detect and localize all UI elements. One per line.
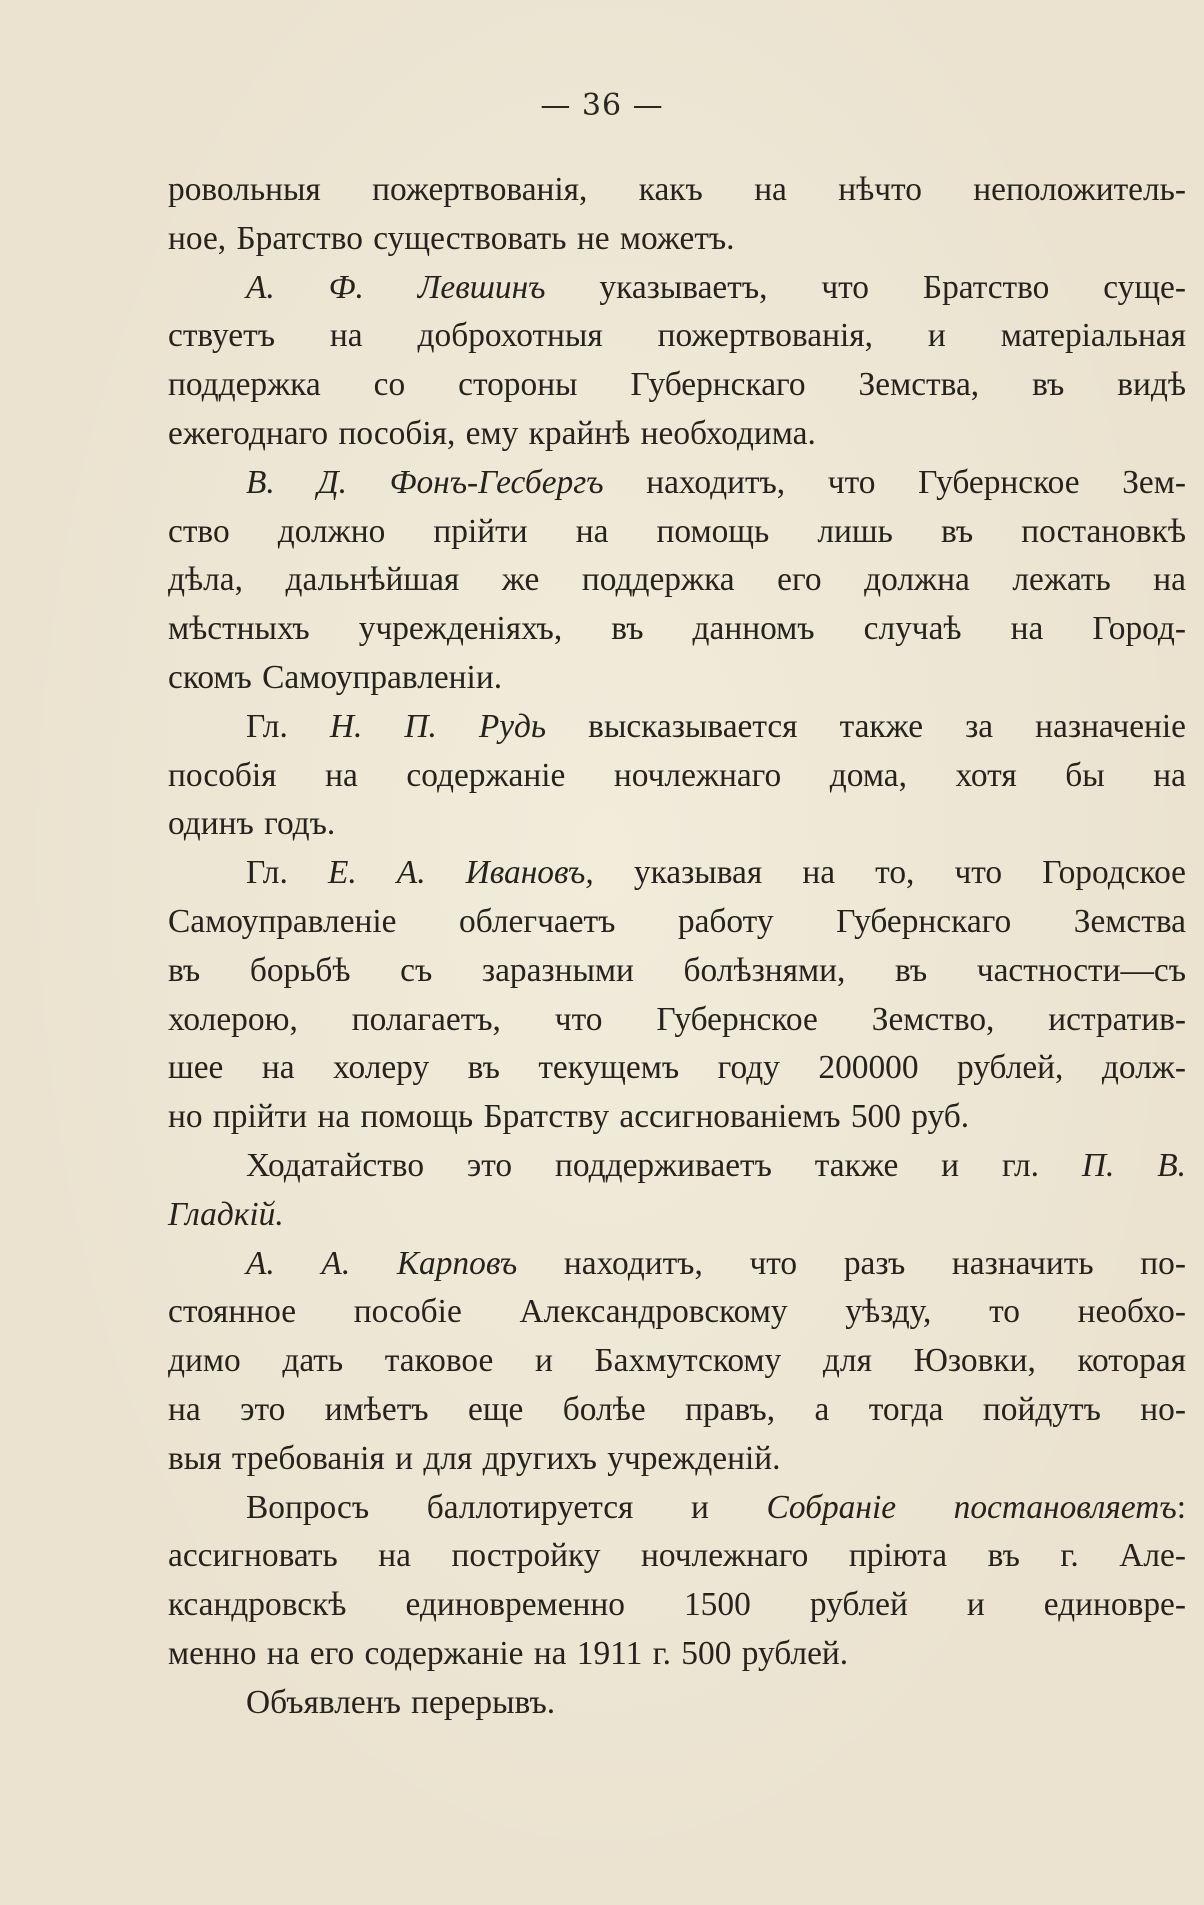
text-line: [168, 459, 1186, 508]
speaker-name: А. Ф. Левшинъ: [246, 268, 546, 306]
text-line: [168, 849, 1186, 898]
text-line: менно на его содержаніе на 1911 г. 500 рублей.: [168, 1634, 849, 1672]
text-line: ежегоднаго пособія, ему крайнѣ необходима.: [168, 414, 816, 452]
text-line: димо дать таковое и Бахмутскому для Юзовки, которая: [168, 1342, 1186, 1380]
text-line: ксандровскѣ единовременно 1500 рублей и единовре-: [168, 1586, 1186, 1624]
page-number: — 36 —: [540, 88, 664, 123]
text-line: выя требованія и для другихъ учрежденій.: [168, 1439, 781, 1477]
text-line: шее на холеру въ текущемъ году 200000 рублей, долж-: [168, 1049, 1186, 1087]
text-segment: Гл.: [246, 707, 330, 745]
paragraph: [168, 166, 1186, 264]
text-line: ровольныя пожертвованія, какъ на нѣчто неположитель-: [168, 171, 1186, 208]
text-line: Объявленъ перерывъ.: [246, 1683, 556, 1721]
speaker-name: Гладкій.: [168, 1195, 284, 1233]
text-line: пособія на содержаніе ночлежнаго дома, хотя бы на: [168, 756, 1186, 794]
text-line: холерою, полагаетъ, что Губернское Земство, истратив-: [168, 1000, 1186, 1038]
text-line: [168, 1484, 1186, 1533]
paragraph: [168, 1484, 1186, 1679]
text-line: но прійти на помощь Братству ассигнованіемъ 500 руб.: [168, 1098, 970, 1136]
paragraph: [168, 264, 1186, 459]
text-segment: Ходатайство это поддерживаетъ также и гл.: [246, 1146, 1082, 1184]
text-line: мѣстныхъ учрежденіяхъ, въ данномъ случаѣ на Город-: [168, 610, 1186, 648]
text-line: [168, 1142, 1186, 1191]
speaker-name: Е. А. Ивановъ,: [327, 854, 594, 892]
text-line: ассигновать на постройку ночлежнаго пріюта въ г. Але-: [168, 1537, 1186, 1575]
paragraph: [168, 1240, 1186, 1484]
paragraph: [168, 703, 1186, 849]
text-segment: указывая на то, что Городское: [593, 854, 1186, 892]
text-line: одинъ годъ.: [168, 805, 336, 843]
text-line: ство должно прійти на помощь лишь въ постановкѣ: [168, 512, 1186, 550]
text-line: [168, 264, 1186, 313]
text-line: скомъ Самоуправленіи.: [168, 658, 503, 696]
text-line: [168, 703, 1186, 752]
speaker-name: А. А. Карповъ: [246, 1244, 518, 1282]
text-line: дѣла, дальнѣйшая же поддержка его должна лежать на: [168, 561, 1186, 599]
text-line: [168, 1191, 1186, 1240]
paragraph: [168, 459, 1186, 703]
text-line: въ борьбѣ съ заразными болѣзнями, въ частности—съ: [168, 951, 1186, 989]
speaker-name: В. Д. Фонъ-Гесбергъ: [246, 463, 604, 501]
text-line: ное, Братство существовать не можетъ.: [168, 219, 735, 257]
text-segment: находитъ, что Губернское Зем-: [603, 463, 1186, 501]
text-segment: Гл.: [246, 854, 328, 892]
text-line: Самоуправленіе облегчаетъ работу Губернскаго Земства: [168, 902, 1186, 940]
text-line: стоянное пособіе Александровскому уѣзду, то необхо-: [168, 1293, 1186, 1331]
paragraph: [168, 1679, 1186, 1728]
text-line: поддержка со стороны Губернскаго Земства, въ видѣ: [168, 366, 1186, 404]
speaker-name: Н. П. Рудь: [329, 707, 547, 745]
text-line: на это имѣетъ еще болѣе правъ, а тогда пойдутъ но-: [168, 1390, 1186, 1428]
text-segment: находитъ, что разъ назначить по-: [517, 1244, 1186, 1282]
text-line: [168, 1240, 1186, 1289]
speaker-name: Собраніе постановляетъ: [766, 1488, 1177, 1526]
text-segment: высказывается также за назначеніе: [546, 707, 1186, 745]
text-segment: :: [1176, 1488, 1186, 1526]
speaker-name: П. В.: [1081, 1146, 1186, 1184]
paragraph: [168, 1142, 1186, 1240]
body-text: [168, 166, 1186, 1728]
paragraph: [168, 849, 1186, 1142]
text-segment: Вопросъ баллотируется и: [246, 1488, 767, 1526]
text-line: ствуетъ на доброхотныя пожертвованія, и матеріальная: [168, 317, 1186, 355]
text-segment: указываетъ, что Братство суще-: [545, 268, 1186, 306]
